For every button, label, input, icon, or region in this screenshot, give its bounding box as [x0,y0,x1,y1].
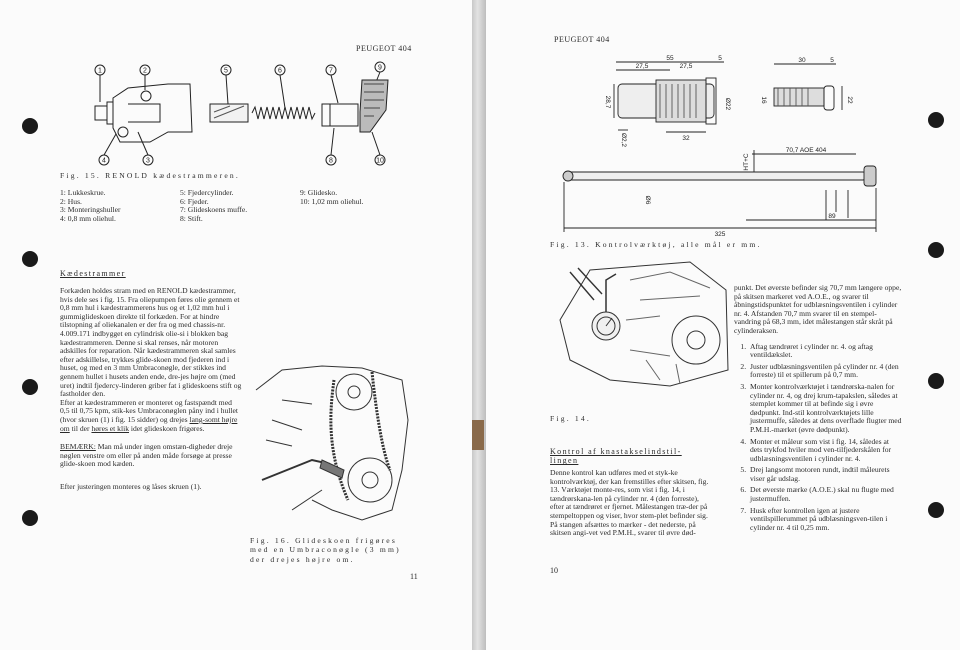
legend-item: 9: Glidesko. [300,188,338,197]
left-page [0,0,472,650]
paragraph: Forkæden holdes stram med en RENOLD kædestrammer, hvis dele ses i fig. 15. Fra oliepumpen føres olie gennem et 0,8 mm hul i kædestrammerens hus og et 1,02 mm hul i gummiglideskoen direkte til forkæden. For at hindre tilstopning af oliekanalen er der fra og med chassis-nr. 4.009.171 indbygget en cylindrisk olie-si i blokken bag kædestrammeren. Denne si skal renses, når motoren adskilles for reparation. Når kædestrammeren skal samles efter adskillelse, trykkes glide-skoen mod fjederen ind i huset, og med en 3 mm Umbraconøgle, der stikkes ind gennem hullet i husets anden ende, dre-jes højre om (med uret) indtil fjedercy-linderen griber fat i glideskoens stift og fastholder den. [60,286,242,399]
callout-label: 1 [98,67,102,75]
legend-item: 4: 0,8 mm oliehul. [60,213,116,223]
dim-label: 5 [718,55,722,62]
dim-label: Ø2,2 [620,132,627,148]
binding-gutter [472,0,486,650]
fig14-caption: Fig. 14. [550,414,592,423]
callout-label: 8 [329,157,333,165]
legend-item: 6: Fjeder. [180,196,209,206]
section-heading: Kædestrammer [60,269,126,278]
running-header: PEUGEOT 404 [356,44,412,53]
fig16-drawing [252,360,412,530]
dim-label: Ø22 [724,97,731,111]
callout-label: 3 [146,157,150,165]
binder-hole [928,242,944,258]
fig16-caption: Fig. 16. Glideskoen frigøres med en Umbraconøgle (3 mm) der drejes højre om. [250,536,401,564]
fig15-drawing [0,0,472,170]
legend-item: 8: Stift. [180,213,203,223]
dim-label: 70,7 AOE 404 [785,147,827,154]
section-heading: Kontrol af knastakselindstil-lingen [550,447,682,466]
fig15-legend-col2 [180,189,247,223]
fig15-legend-col3 [300,189,364,206]
page-number: 10 [550,566,558,575]
dim-label: 325 [714,231,726,238]
procedure-step: 7. Husk efter kontrollen igen at justere ventilspillerummet på udblæsningsven-tilen i cylinder nr. 4 til 0,25 mm. [748,507,902,533]
procedure-step: 5. Drej langsomt motoren rundt, indtil måleurets viser går udslag. [748,466,902,483]
binder-hole [22,379,38,395]
paragraph: punkt. Det øverste befinder sig 70,7 mm længere oppe, på skitsen markeret ved A.O.E., og svarer til åbningstidspunktet for udblæsningsventilen i cylinder nr. 4. Afstanden 70,7 mm svarer til en stempel-vandring på 68,3 mm, idet målestangen står skråt på cylinderaksen. [734,283,902,335]
dim-label: 55 [666,55,674,62]
callout-label: 2 [143,67,147,75]
dim-label: 28,7 [604,95,611,109]
note-paragraph: BEMÆRK: Man må under ingen omstæn-digheder dreje nøglen venstre om eller på anden måde forsøge at presse glide-skoen mod kæden. [60,442,233,469]
dim-label: Ø6 [644,195,651,205]
page-number: 11 [410,572,418,581]
legend-item: 7: Glideskoens muffe. [180,205,248,215]
procedure-step: 3. Monter kontrolværktøjet i tændrørska-nalen for cylinder nr. 4, og drej krum-tapakslen, således at stemplet kommer til at befinde sig i øvre dødpunkt. Ind-stil kontrolværktøjets lille justermuffe, således at dens overflade flugter med P.M.H.-mærket (øvre dødpunkt). [748,383,902,435]
dim-label: 89 [828,213,836,220]
legend-item: 10: 1,02 mm oliehul. [300,196,364,206]
callout-label: 9 [378,64,382,72]
paragraph: Efter justeringen monteres og låses skruen (1). [60,481,202,491]
dim-label: 30 [798,57,806,64]
fig15-caption: Fig. 15. RENOLD kædestrammeren. [60,171,240,180]
dim-label: 27,5 [635,63,649,70]
binder-hole [928,502,944,518]
dim-label: 22 [846,96,853,104]
callout-label: 7 [329,67,333,75]
procedure-step: 6. Det øverste mærke (A.O.E.) skal nu flugte med justermuffen. [748,486,902,503]
binding-tab [472,420,484,450]
procedure-list [734,343,902,533]
binder-hole [22,251,38,267]
running-header: PEUGEOT 404 [554,35,610,44]
fig13-caption: Fig. 13. Kontrolværktøj, alle mål er mm. [550,240,762,249]
dim-label: 16 [760,96,767,104]
paragraph: Efter at kædestrammeren er monteret og fastspændt med 0,5 til 0,75 kpm, stik-kes Umbraconøglen påny ind i hullet (hvor skruen (1) i fig. 15 sidder) og drejes lang-somt højre om til der høres et klik idet glideskoen frigøres. [60,397,239,433]
right-page [486,0,960,650]
procedure-step: 4. Monter et måleur som vist i fig. 14, således at dets trykfod hviler mod ven-tilfjederskålen for udblæsningsventilen i cylinder nr. 4. [748,438,902,464]
fig13-drawing [556,50,916,250]
legend-item: 2: Hus. [60,196,82,206]
legend-item: 5: Fjedercylinder. [180,188,234,197]
legend-item: 1: Lukkeskrue. [60,188,106,197]
fig14-drawing [550,260,730,390]
binder-hole [928,373,944,389]
dim-label: 32 [682,135,690,142]
dim-label: 27,5 [679,63,693,70]
note-label: BEMÆRK: [60,442,96,452]
binder-hole [22,510,38,526]
procedure-step: 1. Aftag tændrøret i cylinder nr. 4. og aftag ventildækslet. [748,343,902,360]
fig15-legend-col1 [60,189,121,223]
procedure-step: 2. Juster udblæsningsventilen på cylinder nr. 4 (den forreste) til et spillerum på 0,7 mm. [748,363,902,380]
callout-label: 6 [278,67,282,75]
binder-hole [928,112,944,128]
right-body-text-right [734,284,902,535]
left-body-text [60,287,242,491]
callout-label: 5 [224,67,228,75]
callout-label: 10 [376,157,384,165]
dim-label: HT+C [743,153,750,171]
right-body-text-left: Denne kontrol kan udføres med et styk-ke kontrolværktøj, der kan fremstilles efter skitsen, fig. 13. Værktøjet monte-res, som vist i fig. 14, i tændrørskana-len på cylinder nr. 4 (den forreste), efter at tændrøret er fjernet. Målestangen træ-der på stempeltoppen og viser, hvor stem-plet befinder sig. På stangen afsættes to mærker - det nederste, på skitsen angi-vet ved P.M.H., svarer til øvre død- [550,468,709,538]
dim-label: 5 [830,57,834,64]
callout-label: 4 [102,157,106,165]
legend-item: 3: Monteringshuller [60,205,121,215]
